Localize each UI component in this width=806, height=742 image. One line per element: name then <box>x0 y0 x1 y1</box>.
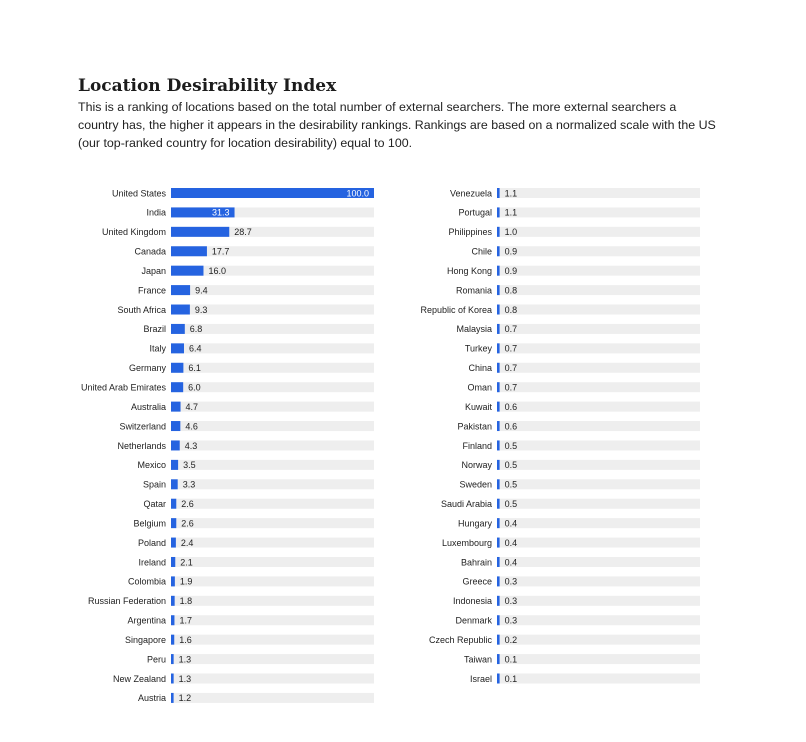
bar-track-mexico <box>171 460 374 470</box>
bar-philippines <box>497 227 500 237</box>
bar-track-ireland <box>171 557 374 567</box>
bar-italy <box>171 343 184 353</box>
bar-colombia <box>171 576 175 586</box>
value-label-hong-kong: 0.9 <box>504 265 518 276</box>
bar-track-belgium <box>171 518 374 528</box>
bar-track-china <box>497 363 700 373</box>
bar-track-indonesia <box>497 596 700 606</box>
value-label-luxembourg: 0.4 <box>504 537 518 548</box>
bar-track-republic-of-korea <box>497 305 700 315</box>
value-label-saudi-arabia: 0.5 <box>504 499 518 510</box>
category-label-israel: Israel <box>469 673 492 684</box>
value-label-belgium: 2.6 <box>181 518 194 529</box>
category-label-finland: Finland <box>462 440 492 451</box>
bar-track-australia <box>171 402 374 412</box>
bar-czech-republic <box>497 635 500 645</box>
category-label-indonesia: Indonesia <box>452 596 492 607</box>
bar-japan <box>171 266 203 276</box>
bar-track-colombia <box>171 576 374 586</box>
bar-belgium <box>171 518 176 528</box>
category-label-united-arab-emirates: United Arab Emirates <box>80 382 166 393</box>
category-label-oman: Oman <box>467 382 492 393</box>
category-label-hungary: Hungary <box>457 518 492 529</box>
bar-track-hungary <box>497 518 700 528</box>
bar-united-kingdom <box>171 227 229 237</box>
bar-united-states <box>171 188 374 198</box>
bar-brazil <box>171 324 185 334</box>
category-label-bahrain: Bahrain <box>460 557 492 568</box>
value-label-republic-of-korea: 0.8 <box>504 304 518 315</box>
bar-china <box>497 363 500 373</box>
category-label-germany: Germany <box>128 363 166 374</box>
bar-finland <box>497 440 500 450</box>
bar-track-israel <box>497 674 700 684</box>
value-label-finland: 0.5 <box>504 440 518 451</box>
value-label-russian-federation: 1.8 <box>179 596 193 607</box>
bar-track-pakistan <box>497 421 700 431</box>
category-label-south-africa: South Africa <box>117 304 166 315</box>
value-label-qatar: 2.6 <box>181 499 194 510</box>
bar-track-oman <box>497 382 700 392</box>
bar-qatar <box>171 499 176 509</box>
category-label-china: China <box>468 363 492 374</box>
bar-peru <box>171 654 174 664</box>
bar-luxembourg <box>497 538 500 548</box>
category-label-united-kingdom: United Kingdom <box>101 227 166 238</box>
bar-turkey <box>497 343 500 353</box>
bar-track-poland <box>171 538 374 548</box>
bar-track-kuwait <box>497 402 700 412</box>
category-label-luxembourg: Luxembourg <box>441 537 492 548</box>
value-label-greece: 0.3 <box>504 576 518 587</box>
value-label-india: 31.3 <box>212 207 230 218</box>
chart-title: Location Desirability Index <box>78 76 337 96</box>
bar-track-netherlands <box>171 440 374 450</box>
category-label-taiwan: Taiwan <box>463 654 492 665</box>
category-label-india: India <box>146 207 166 218</box>
bar-track-taiwan <box>497 654 700 664</box>
bar-australia <box>171 402 181 412</box>
value-label-japan: 16.0 <box>208 265 227 276</box>
bar-track-chile <box>497 246 700 256</box>
bar-republic-of-korea <box>497 305 500 315</box>
category-label-portugal: Portugal <box>458 207 492 218</box>
value-label-singapore: 1.6 <box>179 634 192 645</box>
category-label-canada: Canada <box>134 246 166 257</box>
bar-track-sweden <box>497 479 700 489</box>
bar-austria <box>171 693 174 703</box>
value-label-sweden: 0.5 <box>504 479 518 490</box>
bar-united-arab-emirates <box>171 382 183 392</box>
bar-oman <box>497 382 500 392</box>
bar-argentina <box>171 615 174 625</box>
bar-sweden <box>497 479 500 489</box>
bar-portugal <box>497 207 500 217</box>
value-label-denmark: 0.3 <box>504 615 518 626</box>
bar-poland <box>171 538 176 548</box>
bar-hong-kong <box>497 266 500 276</box>
category-label-united-states: United States <box>111 188 166 199</box>
value-label-kuwait: 0.6 <box>504 401 518 412</box>
category-label-malaysia: Malaysia <box>456 324 492 335</box>
value-label-taiwan: 0.1 <box>504 654 518 665</box>
value-label-italy: 6.4 <box>188 343 202 354</box>
bar-track-switzerland <box>171 421 374 431</box>
bar-singapore <box>171 635 174 645</box>
bar-kuwait <box>497 402 500 412</box>
bar-track-argentina <box>171 615 374 625</box>
category-label-republic-of-korea: Republic of Korea <box>420 304 492 315</box>
bar-spain <box>171 479 178 489</box>
bar-hungary <box>497 518 500 528</box>
value-label-philippines: 1.0 <box>504 227 518 238</box>
value-label-netherlands: 4.3 <box>184 440 198 451</box>
value-label-australia: 4.7 <box>185 401 199 412</box>
category-label-belgium: Belgium <box>133 518 166 529</box>
value-label-pakistan: 0.6 <box>504 421 518 432</box>
value-label-bahrain: 0.4 <box>504 557 518 568</box>
category-label-japan: Japan <box>141 265 166 276</box>
bar-germany <box>171 363 183 373</box>
category-label-romania: Romania <box>455 285 492 296</box>
value-label-germany: 6.1 <box>188 363 201 374</box>
category-label-peru: Peru <box>146 654 166 665</box>
value-label-chile: 0.9 <box>504 246 518 257</box>
value-label-oman: 0.7 <box>504 382 518 393</box>
category-label-norway: Norway <box>461 460 492 471</box>
value-label-hungary: 0.4 <box>504 518 518 529</box>
bar-greece <box>497 576 500 586</box>
value-label-canada: 17.7 <box>211 246 230 257</box>
value-label-austria: 1.2 <box>178 693 192 704</box>
chart-subtitle: This is a ranking of locations based on the total number of external searchers. The more external searchers a country has, the higher it appears in the desirability rankings. Rankings are based on a normalized scale with the US (our top-ranked country for location desirability) equal to 100. <box>78 100 716 150</box>
value-label-spain: 3.3 <box>182 479 196 490</box>
bar-track-russian-federation <box>171 596 374 606</box>
category-label-ireland: Ireland <box>138 557 166 568</box>
bar-track-hong-kong <box>497 266 700 276</box>
bar-track-germany <box>171 363 374 373</box>
value-label-south-africa: 9.3 <box>194 304 208 315</box>
bar-track-greece <box>497 576 700 586</box>
bar-netherlands <box>171 440 180 450</box>
bar-track-portugal <box>497 207 700 217</box>
value-label-turkey: 0.7 <box>504 343 518 354</box>
category-label-switzerland: Switzerland <box>119 421 166 432</box>
bar-new-zealand <box>171 674 174 684</box>
value-label-romania: 0.8 <box>504 285 518 296</box>
bar-track-saudi-arabia <box>497 499 700 509</box>
category-label-sweden: Sweden <box>459 479 492 490</box>
value-label-colombia: 1.9 <box>179 576 193 587</box>
bar-track-philippines <box>497 227 700 237</box>
value-label-poland: 2.4 <box>180 537 194 548</box>
value-label-switzerland: 4.6 <box>185 421 198 432</box>
bar-saudi-arabia <box>497 499 500 509</box>
bar-track-venezuela <box>497 188 700 198</box>
bar-track-malaysia <box>497 324 700 334</box>
bar-pakistan <box>497 421 500 431</box>
bar-mexico <box>171 460 178 470</box>
bar-romania <box>497 285 500 295</box>
category-label-greece: Greece <box>462 576 492 587</box>
category-label-singapore: Singapore <box>124 634 166 645</box>
bar-malaysia <box>497 324 500 334</box>
bar-track-austria <box>171 693 374 703</box>
category-label-chile: Chile <box>471 246 492 257</box>
category-label-denmark: Denmark <box>455 615 492 626</box>
bar-track-united-arab-emirates <box>171 382 374 392</box>
bar-track-czech-republic <box>497 635 700 645</box>
bar-venezuela <box>497 188 500 198</box>
value-label-israel: 0.1 <box>504 673 518 684</box>
bar-track-qatar <box>171 499 374 509</box>
category-label-turkey: Turkey <box>464 343 492 354</box>
category-label-australia: Australia <box>130 401 166 412</box>
category-label-venezuela: Venezuela <box>449 188 492 199</box>
value-label-united-kingdom: 28.7 <box>234 227 252 238</box>
value-label-china: 0.7 <box>504 363 518 374</box>
bar-russian-federation <box>171 596 175 606</box>
category-label-poland: Poland <box>137 537 166 548</box>
value-label-venezuela: 1.1 <box>504 188 518 199</box>
bar-track-spain <box>171 479 374 489</box>
bar-ireland <box>171 557 175 567</box>
bar-denmark <box>497 615 500 625</box>
value-label-france: 9.4 <box>195 285 208 296</box>
bar-bahrain <box>497 557 500 567</box>
value-label-brazil: 6.8 <box>189 324 203 335</box>
category-label-mexico: Mexico <box>137 460 166 471</box>
value-label-united-arab-emirates: 6.0 <box>188 382 201 393</box>
category-label-france: France <box>137 285 166 296</box>
category-label-pakistan: Pakistan <box>457 421 492 432</box>
bar-track-bahrain <box>497 557 700 567</box>
category-label-colombia: Colombia <box>127 576 166 587</box>
bar-norway <box>497 460 500 470</box>
bar-track-finland <box>497 440 700 450</box>
value-label-indonesia: 0.3 <box>504 596 518 607</box>
bar-track-norway <box>497 460 700 470</box>
value-label-ireland: 2.1 <box>180 557 193 568</box>
category-label-spain: Spain <box>142 479 166 490</box>
category-label-netherlands: Netherlands <box>117 440 166 451</box>
bar-track-new-zealand <box>171 674 374 684</box>
bar-chile <box>497 246 500 256</box>
category-label-brazil: Brazil <box>143 324 166 335</box>
value-label-portugal: 1.1 <box>504 207 518 218</box>
category-label-philippines: Philippines <box>448 227 492 238</box>
bar-track-turkey <box>497 343 700 353</box>
value-label-peru: 1.3 <box>178 654 192 665</box>
bar-track-peru <box>171 654 374 664</box>
value-label-malaysia: 0.7 <box>504 324 518 335</box>
value-label-argentina: 1.7 <box>179 615 192 626</box>
category-label-russian-federation: Russian Federation <box>87 596 166 607</box>
category-label-argentina: Argentina <box>127 615 166 626</box>
bar-track-denmark <box>497 615 700 625</box>
category-label-qatar: Qatar <box>143 499 166 510</box>
bar-taiwan <box>497 654 500 664</box>
bar-switzerland <box>171 421 180 431</box>
category-label-czech-republic: Czech Republic <box>428 634 492 645</box>
value-label-mexico: 3.5 <box>183 460 196 471</box>
bar-track-singapore <box>171 635 374 645</box>
bar-track-luxembourg <box>497 538 700 548</box>
bar-canada <box>171 246 207 256</box>
bar-south-africa <box>171 305 190 315</box>
bar-indonesia <box>497 596 500 606</box>
category-label-austria: Austria <box>137 693 166 704</box>
value-label-united-states: 100.0 <box>346 188 369 199</box>
bar-israel <box>497 674 500 684</box>
value-label-new-zealand: 1.3 <box>178 673 192 684</box>
category-label-hong-kong: Hong Kong <box>446 265 492 276</box>
value-label-czech-republic: 0.2 <box>504 634 518 645</box>
value-label-norway: 0.5 <box>504 460 518 471</box>
category-label-italy: Italy <box>149 343 166 354</box>
bar-france <box>171 285 190 295</box>
category-label-kuwait: Kuwait <box>464 401 492 412</box>
category-label-saudi-arabia: Saudi Arabia <box>440 499 492 510</box>
category-label-new-zealand: New Zealand <box>112 673 166 684</box>
bar-track-romania <box>497 285 700 295</box>
